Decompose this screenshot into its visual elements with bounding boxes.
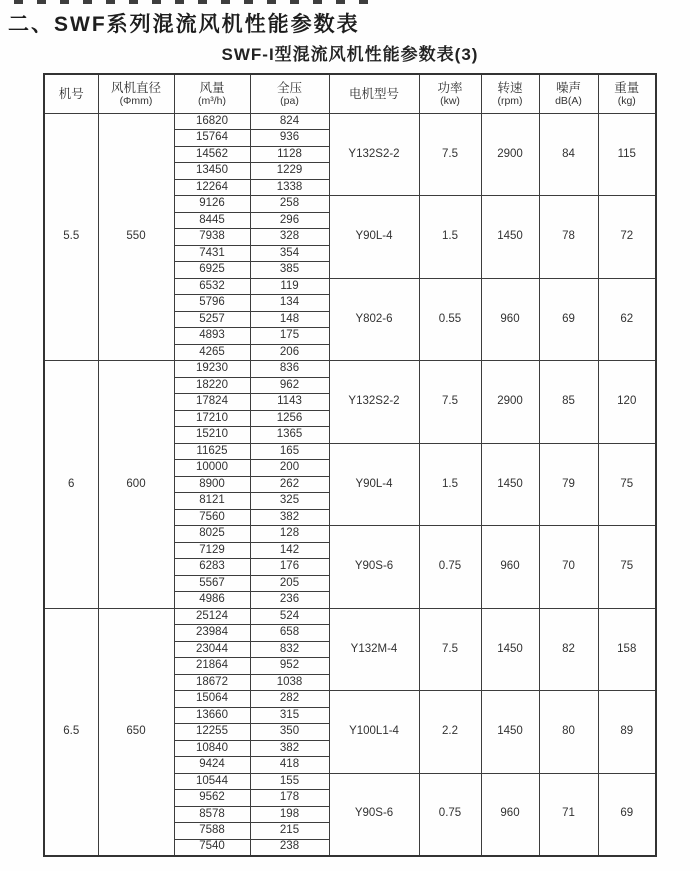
pressure-cell: 119 bbox=[250, 278, 329, 295]
column-header bbox=[419, 74, 481, 113]
pressure-cell: 282 bbox=[250, 691, 329, 708]
pressure-cell: 382 bbox=[250, 509, 329, 526]
motor-model-cell: Y90S-6 bbox=[329, 773, 419, 856]
pressure-cell: 178 bbox=[250, 790, 329, 807]
speed-cell: 960 bbox=[481, 526, 539, 609]
pressure-cell: 205 bbox=[250, 575, 329, 592]
pressure-cell: 128 bbox=[250, 526, 329, 543]
pressure-cell: 262 bbox=[250, 476, 329, 493]
column-header-unit: (Φmm) bbox=[119, 94, 153, 107]
airflow-cell: 4265 bbox=[174, 344, 250, 361]
column-header-label: 全压 bbox=[276, 80, 302, 95]
fan-diameter-cell: 650 bbox=[98, 608, 174, 856]
pressure-cell: 238 bbox=[250, 839, 329, 856]
power-cell: 0.75 bbox=[419, 526, 481, 609]
weight-cell: 158 bbox=[598, 608, 656, 691]
airflow-cell: 9424 bbox=[174, 757, 250, 774]
pressure-cell: 1038 bbox=[250, 674, 329, 691]
airflow-cell: 13660 bbox=[174, 707, 250, 724]
column-header-label: 重量 bbox=[614, 80, 640, 95]
pressure-cell: 832 bbox=[250, 641, 329, 658]
table-row bbox=[44, 608, 656, 625]
airflow-cell: 8121 bbox=[174, 493, 250, 510]
fan-size-cell: 6 bbox=[44, 361, 98, 609]
speed-cell: 1450 bbox=[481, 691, 539, 774]
airflow-cell: 21864 bbox=[174, 658, 250, 675]
pressure-cell: 418 bbox=[250, 757, 329, 774]
noise-cell: 82 bbox=[539, 608, 598, 691]
pressure-cell: 1365 bbox=[250, 427, 329, 444]
table-title: SWF-I型混流风机性能参数表(3) bbox=[221, 45, 479, 64]
airflow-cell: 4986 bbox=[174, 592, 250, 609]
column-header bbox=[539, 74, 598, 113]
column-header-label: 转速 bbox=[497, 80, 523, 95]
pressure-cell: 206 bbox=[250, 344, 329, 361]
noise-cell: 80 bbox=[539, 691, 598, 774]
airflow-cell: 10000 bbox=[174, 460, 250, 477]
table-row bbox=[44, 113, 656, 130]
airflow-cell: 7588 bbox=[174, 823, 250, 840]
power-cell: 1.5 bbox=[419, 443, 481, 526]
column-header-label: 风机直径 bbox=[110, 80, 161, 95]
airflow-cell: 17210 bbox=[174, 410, 250, 427]
pressure-cell: 328 bbox=[250, 229, 329, 246]
weight-cell: 120 bbox=[598, 361, 656, 444]
weight-cell: 75 bbox=[598, 526, 656, 609]
pressure-cell: 198 bbox=[250, 806, 329, 823]
airflow-cell: 9126 bbox=[174, 196, 250, 213]
power-cell: 0.75 bbox=[419, 773, 481, 856]
airflow-cell: 4893 bbox=[174, 328, 250, 345]
airflow-cell: 8578 bbox=[174, 806, 250, 823]
airflow-cell: 7431 bbox=[174, 245, 250, 262]
airflow-cell: 15064 bbox=[174, 691, 250, 708]
column-header-label: 噪声 bbox=[555, 80, 581, 95]
noise-cell: 85 bbox=[539, 361, 598, 444]
column-header-unit: (m³/h) bbox=[198, 94, 226, 107]
speed-cell: 960 bbox=[481, 773, 539, 856]
noise-cell: 69 bbox=[539, 278, 598, 361]
noise-cell: 71 bbox=[539, 773, 598, 856]
column-header-unit: (rpm) bbox=[497, 94, 523, 107]
weight-cell: 115 bbox=[598, 113, 656, 196]
scan-crop-artifact bbox=[14, 0, 370, 4]
airflow-cell: 7129 bbox=[174, 542, 250, 559]
airflow-cell: 8025 bbox=[174, 526, 250, 543]
pressure-cell: 325 bbox=[250, 493, 329, 510]
airflow-cell: 12264 bbox=[174, 179, 250, 196]
column-header-label: 机号 bbox=[58, 86, 84, 101]
pressure-cell: 1229 bbox=[250, 163, 329, 180]
pressure-cell: 1143 bbox=[250, 394, 329, 411]
airflow-cell: 6925 bbox=[174, 262, 250, 279]
airflow-cell: 13450 bbox=[174, 163, 250, 180]
power-cell: 7.5 bbox=[419, 361, 481, 444]
power-cell: 0.55 bbox=[419, 278, 481, 361]
pressure-cell: 836 bbox=[250, 361, 329, 378]
pressure-cell: 382 bbox=[250, 740, 329, 757]
airflow-cell: 25124 bbox=[174, 608, 250, 625]
weight-cell: 75 bbox=[598, 443, 656, 526]
airflow-cell: 17824 bbox=[174, 394, 250, 411]
airflow-cell: 6532 bbox=[174, 278, 250, 295]
fan-diameter-cell: 550 bbox=[98, 113, 174, 361]
weight-cell: 72 bbox=[598, 196, 656, 279]
table-body bbox=[44, 113, 656, 856]
airflow-cell: 5567 bbox=[174, 575, 250, 592]
column-header-label: 功率 bbox=[437, 80, 463, 95]
fan-size-cell: 6.5 bbox=[44, 608, 98, 856]
power-cell: 2.2 bbox=[419, 691, 481, 774]
pressure-cell: 385 bbox=[250, 262, 329, 279]
airflow-cell: 23044 bbox=[174, 641, 250, 658]
column-header bbox=[329, 74, 419, 113]
motor-model-cell: Y802-6 bbox=[329, 278, 419, 361]
airflow-cell: 12255 bbox=[174, 724, 250, 741]
speed-cell: 2900 bbox=[481, 113, 539, 196]
airflow-cell: 15764 bbox=[174, 130, 250, 147]
column-header-unit: (pa) bbox=[280, 94, 299, 107]
airflow-cell: 10544 bbox=[174, 773, 250, 790]
airflow-cell: 10840 bbox=[174, 740, 250, 757]
column-header bbox=[481, 74, 539, 113]
column-header-label: 电机型号 bbox=[348, 86, 399, 101]
airflow-cell: 7938 bbox=[174, 229, 250, 246]
motor-model-cell: Y90L-4 bbox=[329, 196, 419, 279]
airflow-cell: 18220 bbox=[174, 377, 250, 394]
motor-model-cell: Y90L-4 bbox=[329, 443, 419, 526]
noise-cell: 70 bbox=[539, 526, 598, 609]
pressure-cell: 296 bbox=[250, 212, 329, 229]
airflow-cell: 8445 bbox=[174, 212, 250, 229]
column-header-unit: (kw) bbox=[440, 94, 460, 107]
pressure-cell: 936 bbox=[250, 130, 329, 147]
airflow-cell: 18672 bbox=[174, 674, 250, 691]
pressure-cell: 236 bbox=[250, 592, 329, 609]
header-row bbox=[44, 74, 656, 113]
airflow-cell: 7560 bbox=[174, 509, 250, 526]
weight-cell: 89 bbox=[598, 691, 656, 774]
airflow-cell: 5796 bbox=[174, 295, 250, 312]
pressure-cell: 175 bbox=[250, 328, 329, 345]
airflow-cell: 15210 bbox=[174, 427, 250, 444]
column-header bbox=[598, 74, 656, 113]
motor-model-cell: Y132S2-2 bbox=[329, 113, 419, 196]
pressure-cell: 200 bbox=[250, 460, 329, 477]
pressure-cell: 658 bbox=[250, 625, 329, 642]
power-cell: 1.5 bbox=[419, 196, 481, 279]
pressure-cell: 176 bbox=[250, 559, 329, 576]
pressure-cell: 134 bbox=[250, 295, 329, 312]
pressure-cell: 1128 bbox=[250, 146, 329, 163]
weight-cell: 69 bbox=[598, 773, 656, 856]
pressure-cell: 824 bbox=[250, 113, 329, 130]
column-header-unit: dB(A) bbox=[555, 94, 582, 107]
column-header bbox=[250, 74, 329, 113]
pressure-cell: 952 bbox=[250, 658, 329, 675]
motor-model-cell: Y132M-4 bbox=[329, 608, 419, 691]
airflow-cell: 14562 bbox=[174, 146, 250, 163]
airflow-cell: 8900 bbox=[174, 476, 250, 493]
power-cell: 7.5 bbox=[419, 113, 481, 196]
airflow-cell: 11625 bbox=[174, 443, 250, 460]
noise-cell: 79 bbox=[539, 443, 598, 526]
speed-cell: 1450 bbox=[481, 196, 539, 279]
noise-cell: 84 bbox=[539, 113, 598, 196]
pressure-cell: 962 bbox=[250, 377, 329, 394]
pressure-cell: 315 bbox=[250, 707, 329, 724]
speed-cell: 960 bbox=[481, 278, 539, 361]
pressure-cell: 142 bbox=[250, 542, 329, 559]
pressure-cell: 524 bbox=[250, 608, 329, 625]
power-cell: 7.5 bbox=[419, 608, 481, 691]
pressure-cell: 350 bbox=[250, 724, 329, 741]
airflow-cell: 23984 bbox=[174, 625, 250, 642]
fan-parameters-table bbox=[43, 73, 657, 857]
weight-cell: 62 bbox=[598, 278, 656, 361]
pressure-cell: 354 bbox=[250, 245, 329, 262]
column-header bbox=[44, 74, 98, 113]
airflow-cell: 5257 bbox=[174, 311, 250, 328]
pressure-cell: 165 bbox=[250, 443, 329, 460]
motor-model-cell: Y100L1-4 bbox=[329, 691, 419, 774]
airflow-cell: 19230 bbox=[174, 361, 250, 378]
column-header bbox=[98, 74, 174, 113]
fan-size-cell: 5.5 bbox=[44, 113, 98, 361]
section-title: 二、SWF系列混流风机性能参数表 bbox=[8, 13, 360, 36]
motor-model-cell: Y90S-6 bbox=[329, 526, 419, 609]
airflow-cell: 16820 bbox=[174, 113, 250, 130]
airflow-cell: 7540 bbox=[174, 839, 250, 856]
motor-model-cell: Y132S2-2 bbox=[329, 361, 419, 444]
pressure-cell: 258 bbox=[250, 196, 329, 213]
pressure-cell: 155 bbox=[250, 773, 329, 790]
column-header-label: 风量 bbox=[199, 80, 225, 95]
airflow-cell: 9562 bbox=[174, 790, 250, 807]
column-header bbox=[174, 74, 250, 113]
speed-cell: 1450 bbox=[481, 443, 539, 526]
table-row bbox=[44, 361, 656, 378]
pressure-cell: 1338 bbox=[250, 179, 329, 196]
speed-cell: 1450 bbox=[481, 608, 539, 691]
speed-cell: 2900 bbox=[481, 361, 539, 444]
fan-diameter-cell: 600 bbox=[98, 361, 174, 609]
airflow-cell: 6283 bbox=[174, 559, 250, 576]
noise-cell: 78 bbox=[539, 196, 598, 279]
pressure-cell: 1256 bbox=[250, 410, 329, 427]
pressure-cell: 215 bbox=[250, 823, 329, 840]
pressure-cell: 148 bbox=[250, 311, 329, 328]
column-header-unit: (kg) bbox=[617, 94, 636, 107]
table-header bbox=[44, 74, 656, 113]
